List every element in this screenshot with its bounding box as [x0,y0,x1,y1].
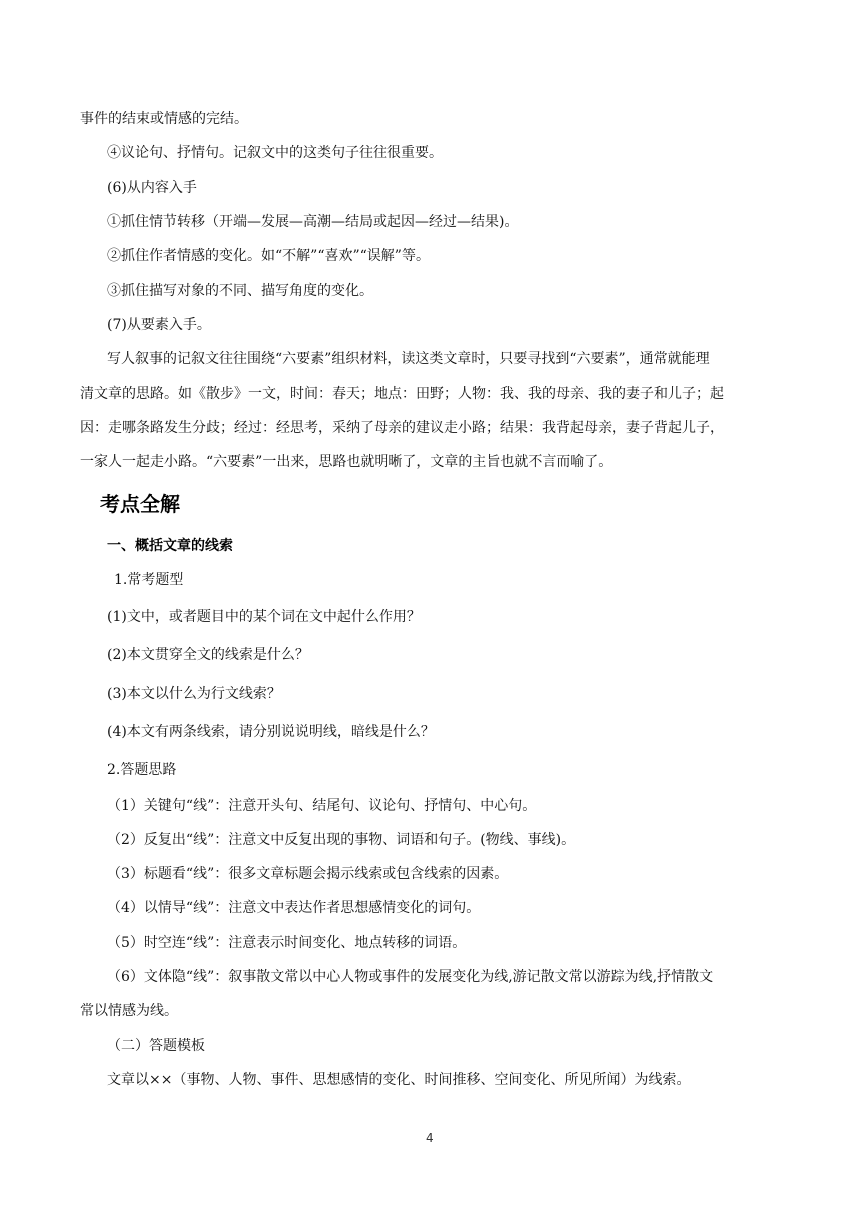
section-title: 考点全解 [100,492,180,516]
intro-line-1: 事件的结束或情感的完结。 [80,111,248,127]
approach-item-4: （4）以情导“线”：注意文中表达作者思想感情变化的词句。 [107,900,481,916]
template-heading: （二）答题模板 [107,1038,205,1054]
approach-item-6-line-2: 常以情感为线。 [80,1003,178,1019]
intro-line-6: ③抓住描写对象的不同、描写角度的变化。 [107,283,373,299]
approach-item-5: （5）时空连“线”：注意表示时间变化、地点转移的词语。 [107,935,467,951]
template-text: 文章以××（事物、人物、事件、思想感情的变化、时间推移、空间变化、所见所闻）为线索。 [107,1072,691,1088]
question-1: (1)文中，或者题目中的某个词在文中起什么作用？ [107,609,421,625]
intro-line-5: ②抓住作者情感的变化。如“不解”“喜欢”“误解”等。 [107,248,430,264]
question-3: (3)本文以什么为行文线索？ [107,686,281,702]
section-subtitle: 一、概括文章的线索 [107,538,233,554]
intro-paragraph-line-3: 因：走哪条路发生分歧；经过：经思考，采纳了母亲的建议走小路；结果：我背起母亲，妻子背起儿子， [80,420,724,436]
intro-line-4: ①抓住情节转移（开端—发展—高潮—结局或起因—经过—结果)。 [107,214,519,230]
intro-paragraph-line-1: 写人叙事的记叙文往往围绕“六要素”组织材料，读这类文章时，只要寻找到“六要素”，通常就能理 [107,351,710,367]
page-number: 4 [426,1131,434,1145]
approach-item-3: （3）标题看“线”：很多文章标题会揭示线索或包含线索的因素。 [107,866,509,882]
intro-line-2: ④议论句、抒情句。记叙文中的这类句子往往很重要。 [107,145,443,161]
approach-item-1: （1）关键句“线”：注意开头句、结尾句、议论句、抒情句、中心句。 [107,798,537,814]
intro-paragraph-line-2: 清文章的思路。如《散步》一文，时间：春天；地点：田野；人物：我、我的母亲、我的妻子和儿子；起 [80,386,724,402]
intro-line-3: (6)从内容入手 [107,180,197,196]
approach-item-2: （2）反复出“线”：注意文中反复出现的事物、词语和句子。(物线、事线)。 [107,832,576,848]
question-2: (2)本文贯穿全文的线索是什么？ [107,647,309,663]
approach-item-6-line-1: （6）文体隐“线”：叙事散文常以中心人物或事件的发展变化为线,游记散文常以游踪为线,抒情散文 [107,969,714,985]
question-4: (4)本文有两条线索，请分别说说明线，暗线是什么？ [107,724,435,740]
intro-paragraph-line-4: 一家人一起走小路。“六要素”一出来，思路也就明晰了，文章的主旨也就不言而喻了。 [80,454,613,470]
approach-heading: 2.答题思路 [107,762,177,778]
question-type-heading: 1.常考题型 [114,572,184,588]
intro-line-7: (7)从要素入手。 [107,317,211,333]
